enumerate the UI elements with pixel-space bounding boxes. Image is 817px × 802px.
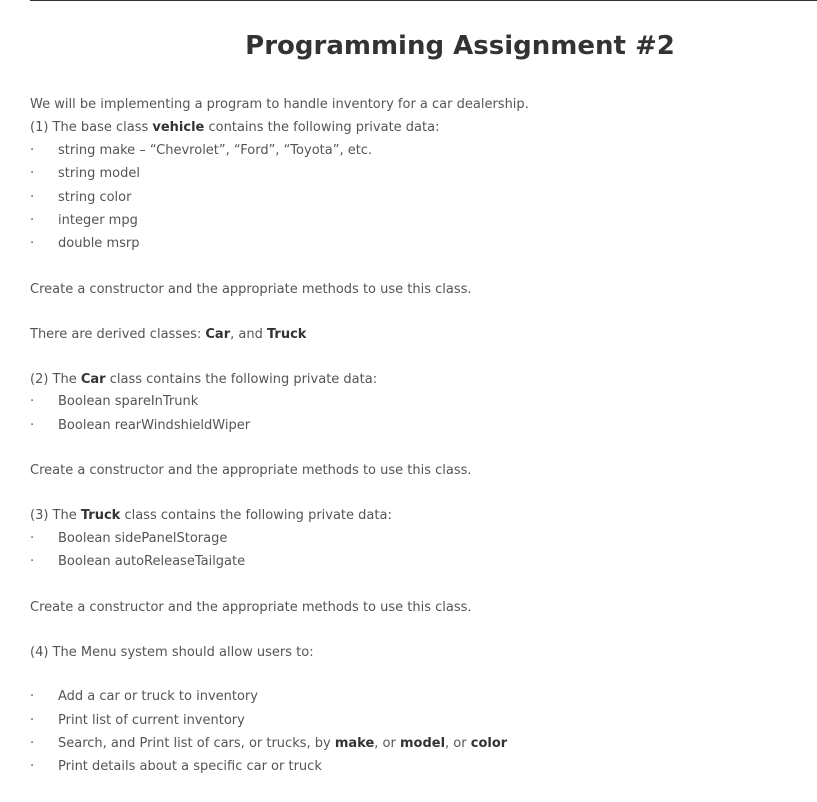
constructor-note: Create a constructor and the appropriate methods to use this class.: [30, 463, 472, 478]
constructor-note: Create a constructor and the appropriate methods to use this class.: [30, 600, 472, 615]
constructor-note: Create a constructor and the appropriate methods to use this class.: [30, 282, 472, 297]
section-2-heading: (2) The Car class contains the following private data:: [30, 372, 378, 387]
section-4-heading: (4) The Menu system should allow users to:: [30, 645, 314, 660]
page-title: Programming Assignment #2: [245, 31, 675, 61]
section-3-heading: (3) The Truck class contains the following private data:: [30, 508, 392, 523]
top-rule: [30, 0, 817, 1]
section-1-heading: (1) The base class vehicle contains the following private data:: [30, 120, 440, 135]
derived-classes-line: There are derived classes: Car, and Truck: [30, 327, 307, 342]
intro-paragraph: We will be implementing a program to handle inventory for a car dealership.: [30, 97, 529, 112]
